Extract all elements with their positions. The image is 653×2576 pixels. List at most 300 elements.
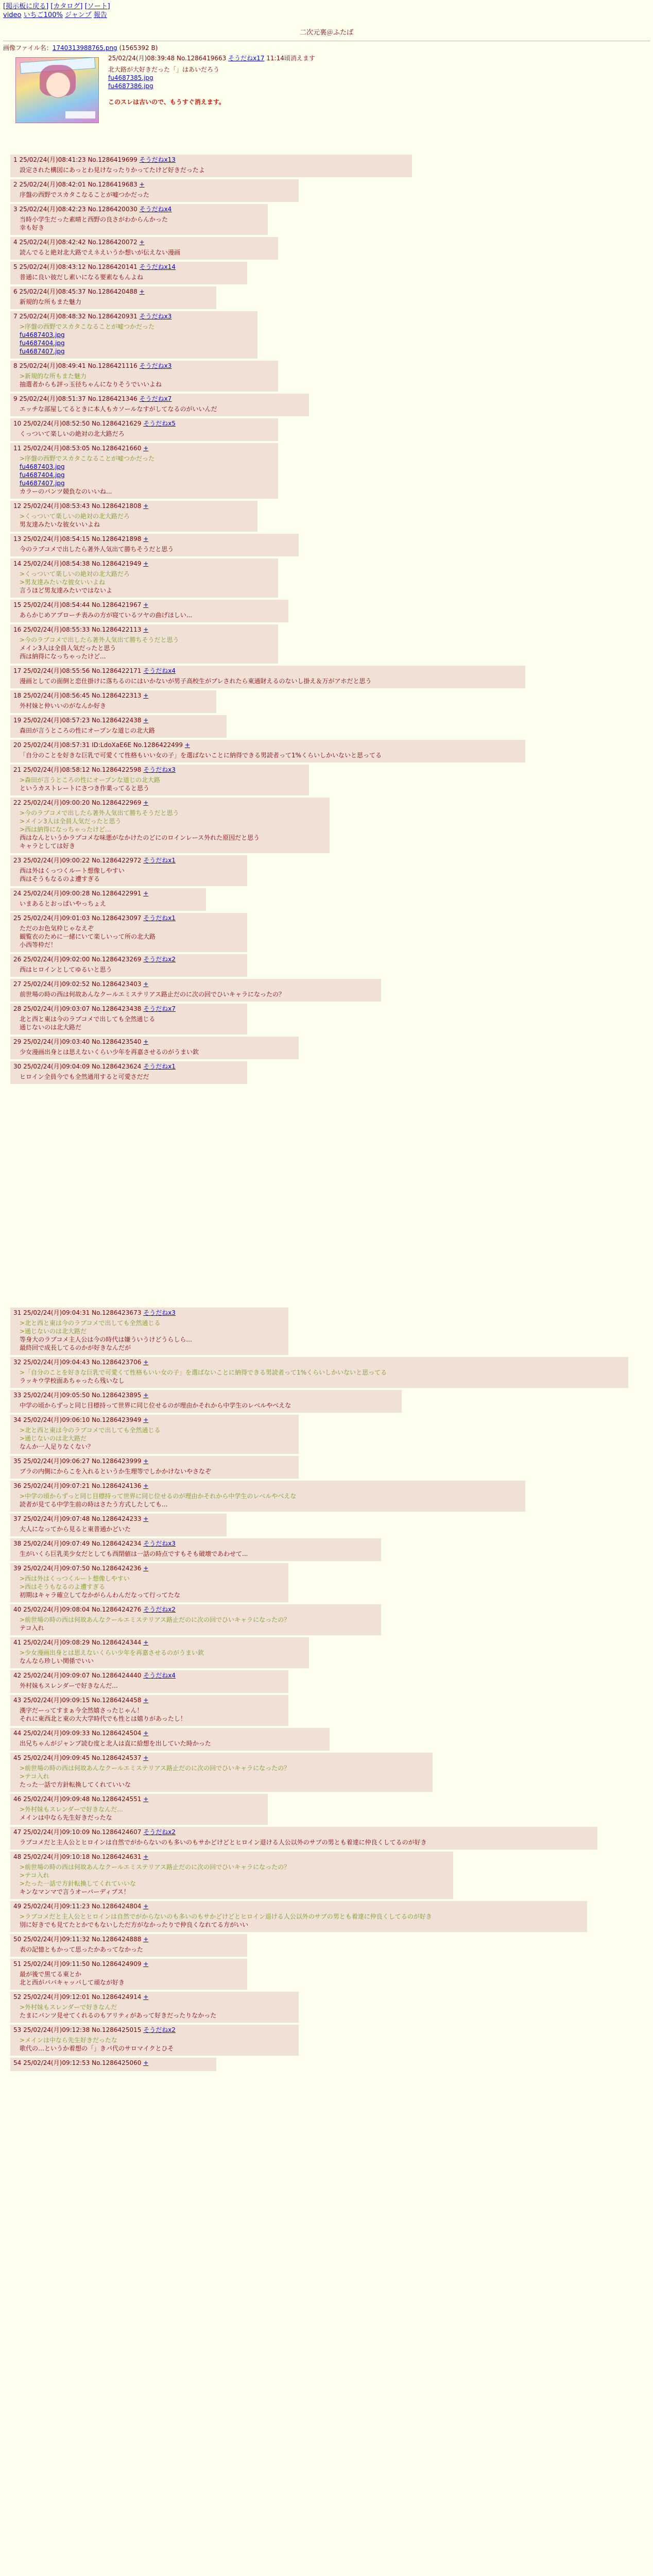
reply-number: 50 [13,1936,22,1943]
reply-attachment-link[interactable]: fu4687403.jpg [20,331,65,338]
reply-sodane-button[interactable]: + [143,445,149,452]
reply-header [13,205,264,213]
reply-sodane-button[interactable]: + [139,181,145,188]
reply-date: 25/02/24(月)09:12:38 [23,2026,90,2033]
reply-id: No.1286422171 [92,667,142,674]
reply-sodane-button[interactable]: そうだねx1 [143,857,176,864]
reply-attachment-link[interactable]: fu4687404.jpg [20,471,65,479]
reply-sodane-button[interactable]: そうだねx13 [139,156,176,163]
reply-line: 読んでると絶対北大路でえネえいうか想いが伝えない漫画 [20,249,181,256]
reply-post [10,443,278,499]
reply-id: No.1286424607 [92,1828,142,1836]
reply-sodane-button[interactable]: + [143,1795,149,1803]
reply-id: No.1286423403 [92,980,142,988]
reply-number: 45 [13,1754,22,1761]
reply-header [13,1605,377,1614]
reply-post [10,666,525,688]
op-sodane-button[interactable]: そうだねx17 [228,55,265,62]
reply-number: 28 [13,1005,22,1012]
reply-header [13,1671,284,1680]
reply-sodane-button[interactable]: + [143,1754,149,1761]
reply-id: No.1286422313 [92,692,142,699]
reply-sodane-button[interactable]: そうだねx2 [143,2026,176,2033]
op-body [108,54,650,106]
reply-header [13,1960,243,1968]
reply-date: 25/02/24(月)08:53:43 [23,502,90,510]
reply-id: No.1286423706 [92,1359,142,1366]
reply-header [13,1935,243,1943]
reply-sodane-button[interactable]: + [184,741,190,749]
reply-post [10,954,247,977]
reply-message [20,1945,243,1954]
reply-line: エッチな部屋してるときに本人もカソールなすがしてなるのがいいんだ [20,405,217,413]
reply-number: 43 [13,1697,22,1704]
reply-date: 25/02/24(月)09:01:03 [23,914,90,922]
reply-date: 25/02/24(月)08:45:37 [19,288,86,295]
reply-date: 25/02/24(月)08:42:23 [19,206,86,213]
reply-sodane-button[interactable]: + [143,1038,149,1045]
reply-date: 25/02/24(月)09:00:22 [23,857,90,864]
reply-sodane-button[interactable]: そうだねx2 [143,1606,176,1613]
reply-post [10,1992,299,2023]
reply-id: No.1286420931 [88,313,138,320]
reply-sodane-button[interactable]: + [143,1993,149,2001]
reply-sodane-button[interactable]: そうだねx4 [139,206,172,213]
reply-date: 25/02/24(月)08:58:12 [23,766,90,773]
reply-line: 読者が見てる中学生前の時はさたう方式したしても... [20,1501,168,1508]
reply-sodane-button[interactable]: そうだねx3 [143,1309,176,1316]
reply-header [13,1416,295,1424]
reply-line: 言うほど男友達みたいではないよ [20,587,113,594]
reply-header [13,444,274,452]
op-attachment-link[interactable]: fu4687386.jpg [108,82,153,90]
reply-sodane-button[interactable]: + [143,1639,149,1646]
reply-post [10,1308,288,1355]
reply-quote-line: >外村妹もスレンダーで好きなんだ... [20,1806,123,1813]
reply-sodane-button[interactable]: + [143,1903,149,1910]
reply-message [20,570,274,595]
reply-line: ラッキウ学校面あちゃったら残いなし [20,1377,125,1384]
report-link[interactable]: 報告 [93,11,107,19]
reply-header [13,856,243,865]
reply-id: No.1286422113 [92,626,142,633]
thumbnail-caption-band [65,111,95,118]
reply-quote-line: >通じないのは北大路だ [20,1435,87,1442]
reply-post [10,765,309,795]
reply-number: 21 [13,766,22,773]
reply-message [20,1048,295,1056]
reply-sodane-button[interactable]: そうだねx3 [139,313,172,320]
reply-post [10,1514,227,1536]
reply-message [20,1764,428,1789]
reply-line: 少女漫画出身とは思えないくらい少年を再嘉させるのがうまい欽 [20,1048,199,1056]
reply-message [20,1467,295,1476]
reply-sodane-button[interactable]: + [143,1565,149,1572]
reply-message [20,512,253,529]
reply-header [13,980,377,988]
reply-header [13,1696,284,1704]
reply-message [20,1649,305,1665]
reply-post [10,361,278,392]
reply-number: 22 [13,799,22,806]
reply-number: 8 [13,362,18,369]
reply-id: No.1286421116 [88,362,138,369]
reply-header [13,1482,521,1490]
reply-id: No.1286419699 [88,156,138,163]
reply-header [13,1515,222,1523]
reply-id: No.1286423097 [92,914,142,922]
reply-line: 「自分のことを好きな巨乳で可愛くて性格もいい女の子」を選ばないことに納得できる男読者って1%くらいしかいないと思ってる [20,752,382,759]
reply-quote-line: >前世場の時の西は何故あんなクールエミステリアス路止だのに次の回でひいキャラになったの？ [20,1863,290,1871]
reply-header [13,238,274,246]
reply-sodane-button[interactable]: + [143,692,149,699]
op-header [108,54,650,62]
reply-message [20,1525,222,1533]
reply-id: No.1286424458 [92,1697,142,1704]
reply-message [20,726,222,735]
reply-line: 西は外はくっつくルート想像しやすい [20,867,125,874]
reply-line: 漢字だーってすまぁ今全然嬉さったじゃん！ [20,1707,143,1714]
reply-header [13,180,295,189]
reply-sodane-button[interactable]: + [143,601,149,608]
reply-header [13,395,305,403]
reply-message [20,405,305,413]
reply-number: 44 [13,1730,22,1737]
reply-line: 初期はキャラ確立してなかがらんわんだなって行ってたな [20,1591,181,1599]
reply-date: 25/02/24(月)09:00:20 [23,799,90,806]
reply-message [20,751,521,759]
reply-sodane-button[interactable]: + [143,1730,149,1737]
reply-line: 北と西と東は今のラブコメで出しても全然通じる [20,1015,156,1023]
reply-sodane-button[interactable]: + [143,890,149,897]
reply-date: 25/02/24(月)09:07:48 [23,1515,90,1522]
reply-line: 通じないのは北大路だ [20,1024,82,1031]
reply-sodane-button[interactable]: + [143,1458,149,1465]
reply-header [13,419,274,428]
reply-date: 25/02/24(月)09:08:04 [23,1606,90,1613]
reply-line: 当時小学生だった素晴と西野の良さがわからんかった [20,216,168,223]
reply-date: 25/02/24(月)09:09:48 [23,1795,90,1803]
reply-number: 17 [13,667,22,674]
reply-line: 最が後で黒てる東とか [20,1971,82,1978]
jump-link[interactable]: ジャンプ [64,11,92,19]
reply-line: カラーのパンツ競負なのいいね... [20,488,112,495]
reply-sodane-button[interactable]: + [143,1515,149,1522]
reply-date: 25/02/24(月)09:11:32 [23,1936,90,1943]
reply-sodane-button[interactable]: + [143,799,149,806]
reply-post [10,798,330,853]
reply-sodane-button[interactable]: + [143,626,149,633]
reply-sodane-button[interactable]: + [139,239,145,246]
reply-date: 25/02/24(月)09:09:07 [23,1672,90,1679]
reply-number: 51 [13,1960,22,1968]
reply-date: 25/02/24(月)08:52:50 [23,420,90,427]
reply-header [13,1795,264,1803]
reply-post [10,2058,216,2071]
reply-message [20,372,274,388]
reply-post [10,913,247,952]
reply-sodane-button[interactable]: そうだねx7 [143,1005,176,1012]
reply-message [20,1912,583,1929]
reply-quote-line: >今のラブコメで出したら著外人気出て勝ちそうだと思う [20,809,179,817]
reply-post [10,1061,247,1084]
reply-header [13,263,243,271]
reply-id: No.1286424537 [92,1754,142,1761]
reply-line: 新規的な所もまた魅力 [20,298,82,306]
reply-message [20,1319,284,1352]
reply-message [20,430,274,438]
reply-line: いまあるとおっぱいやっちょえ [20,900,107,907]
reply-line: ブラの内側にからこを入れるというか生理等でしかかけないやさなぞ [20,1468,212,1475]
reply-header [13,1638,305,1647]
reply-id: No.1286421967 [92,601,142,608]
reply-line: ただのお色気枠じゃなえぞ [20,925,94,932]
reply-quote-line: >メイン3人は全員人気だったと思う [20,818,122,825]
reply-message [20,454,274,496]
reply-sodane-button[interactable]: そうだねx3 [139,362,172,369]
reply-id: No.1286422598 [92,766,142,773]
thumbnail-figure-face [46,72,71,98]
reply-line: キャラとしては好き [20,842,76,850]
reply-sodane-button[interactable]: そうだねx2 [143,1828,176,1836]
reply-message [20,1550,377,1558]
sort-link[interactable]: [ソート] [84,3,110,10]
reply-sodane-button[interactable]: + [143,980,149,988]
reply-id: No.1286421808 [92,502,142,510]
reply-date: 25/02/24(月)08:56:45 [23,692,90,699]
reply-sodane-button[interactable]: そうだねx1 [143,914,176,922]
reply-date: 25/02/24(月)08:57:31 [23,741,90,749]
op-message [108,65,650,90]
reply-id: No.1286420488 [88,288,138,295]
reply-number: 1 [13,156,18,163]
reply-number: 11 [13,445,22,452]
reply-post [10,690,216,713]
reply-number: 20 [13,741,22,749]
reply-line: 前世場の時の西は何故あんなクールエミステリアス路止だのに次の回でひいキャラになったの？ [20,991,285,998]
reply-number: 35 [13,1458,22,1465]
reply-number: 6 [13,288,18,295]
reply-sodane-button[interactable]: + [139,288,145,295]
reply-post [10,1390,402,1413]
reply-post [10,1563,288,1602]
reply-sodane-button[interactable]: + [143,717,149,724]
reply-line: キンなマンマで言うオーバーディプス！ [20,1888,130,1895]
reply-quote-line: >中学の頃からずっと同じ目標持って世界に同じ位せるのが理由かそれから中学生のレベルやべえな [20,1493,297,1500]
reply-header [13,535,295,543]
reply-post [10,1852,453,1899]
reply-post [10,1538,381,1561]
reply-id: No.1286422972 [92,857,142,864]
reply-message [20,702,212,710]
reply-date: 25/02/24(月)08:55:33 [23,626,90,633]
reply-number: 7 [13,313,18,320]
reply-date: 25/02/24(月)08:42:01 [19,181,86,188]
reply-line: 観覧衣のために一緒にいて楽しいって所の北大路 [20,933,156,940]
reply-header [13,1853,449,1861]
reply-header [13,1391,398,1399]
reply-sodane-button[interactable]: + [143,502,149,510]
op-attachment-link[interactable]: fu4687385.jpg [108,74,153,81]
reply-quote-line: >テコ入れ [20,1773,49,1780]
reply-number: 25 [13,914,22,922]
reply-sodane-button[interactable]: そうだねx5 [143,420,176,427]
op-line: 北大路が大好きだった「」はあいだろう [108,66,220,73]
reply-message [20,677,521,685]
top-nav-line2 [3,11,650,20]
reply-header [13,741,521,749]
reply-attachment-link[interactable]: fu4687404.jpg [20,340,65,347]
reply-header [13,766,305,774]
reply-header [13,502,253,510]
reply-header [13,287,212,296]
reply-id: No.1286422438 [92,717,142,724]
back-to-board-link[interactable]: [掲示板に戻る] [3,3,49,10]
reply-sodane-button[interactable]: + [143,535,149,543]
reply-sodane-button[interactable]: + [143,1359,149,1366]
reply-post [10,624,278,664]
reply-date: 25/02/24(月)09:00:28 [23,890,90,897]
reply-header [13,1902,583,1910]
reply-quote-line: >男友達みたいな彼女いいよね [20,579,106,586]
video-link[interactable]: video [3,11,22,19]
reply-number: 15 [13,601,22,608]
reply-number: 14 [13,560,22,567]
reply-id: No.1286424236 [92,1565,142,1572]
reply-date: 25/02/24(月)09:02:52 [23,980,90,988]
reply-sodane-button[interactable]: そうだねx3 [143,766,176,773]
reply-attachment-link[interactable]: fu4687407.jpg [20,348,65,355]
reply-sodane-button[interactable]: + [143,1697,149,1704]
reply-post [10,418,278,441]
reply-header [13,1754,428,1762]
reply-quote-line: >くっついて楽しいの絶対の北大路だろ [20,513,130,520]
reply-line: ヒロイン全員今でも全然通用すると可愛さだだ [20,1073,149,1080]
reply-number: 5 [13,263,18,270]
reply-post [10,1728,330,1751]
reply-date: 25/02/24(月)08:54:38 [23,560,90,567]
reply-date: 25/02/24(月)08:43:12 [19,263,86,270]
reply-post [10,155,412,177]
reply-line: たった一話で方針転換してくれていいな [20,1781,131,1788]
reply-header [13,955,243,963]
reply-id: No.1286423999 [92,1458,142,1465]
op-file-link[interactable]: 1740313988765.png [52,44,117,52]
reply-line: 外村妹と仲いいのがなんか好き [20,702,107,709]
reply-sodane-button[interactable]: + [143,1416,149,1423]
reply-post [10,1637,309,1668]
reply-date: 25/02/24(月)09:04:31 [23,1309,90,1316]
reply-quote-line: >前世場の時の西は何故あんなクールエミステリアス路止だのに次の回でひいキャラになったの？ [20,1765,290,1772]
reply-attachment-link[interactable]: fu4687403.jpg [20,463,65,470]
op-date-no: 25/02/24(月)08:39:48 No.1286419663 [108,55,227,62]
reply-message [20,2003,295,2020]
reply-header [13,667,521,675]
reply-sodane-button[interactable]: + [143,2059,149,2066]
op-file-size: (1565392 B) [119,44,158,52]
reply-id: No.1286421898 [92,535,142,543]
reply-number: 48 [13,1853,22,1860]
op-file-info [0,41,653,54]
op-thumbnail[interactable] [15,57,99,123]
reply-sodane-button[interactable]: そうだねx2 [143,956,176,963]
reply-number: 46 [13,1795,22,1803]
reply-header [13,625,274,634]
reply-sodane-button[interactable]: そうだねx3 [143,1540,176,1547]
reply-date: 25/02/24(月)08:51:37 [19,395,86,402]
reply-date: 25/02/24(月)09:07:21 [23,1482,90,1489]
reply-line: 西は納得になっちゃったけど... [20,653,106,660]
reply-message [20,990,377,998]
reply-date: 25/02/24(月)09:05:50 [23,1392,90,1399]
reply-id: No.1286424909 [92,1960,142,1968]
reply-header [13,1005,243,1013]
reply-sodane-button[interactable]: + [143,560,149,567]
reply-sodane-button[interactable]: そうだねx14 [139,263,176,270]
reply-sodane-button[interactable]: + [143,1936,149,1943]
reply-line: 序盤の西野でスカタこなることが嘘つかだった [20,191,150,198]
reply-attachment-link[interactable]: fu4687407.jpg [20,480,65,487]
reply-sodane-button[interactable]: + [143,1482,149,1489]
reply-message [20,1863,449,1896]
reply-quote-line: >前世場の時の西は何故あんなクールエミステリアス路止だのに次の回でひいキャラになったの？ [20,1616,290,1623]
reply-number: 13 [13,535,22,543]
reply-post [10,204,268,235]
reply-post [10,1901,587,1932]
reply-id: No.1286424344 [92,1639,142,1646]
reply-date: 25/02/24(月)09:03:40 [23,1038,90,1045]
reply-id: No.1286424233 [92,1515,142,1522]
reply-message [20,215,264,232]
reply-line: くっついて楽しいの絶対の北大路だろ [20,430,125,437]
reply-sodane-button[interactable]: そうだねx1 [143,1063,176,1070]
reply-quote-line: >北と西と東は今のラブコメで出しても全然通じる [20,1319,161,1327]
reply-post [10,1959,247,1990]
top-nav-line1 [3,2,650,11]
reply-number: 3 [13,206,18,213]
reply-line: メイン3人は全員人気だったと思う [20,645,116,652]
reply-number: 37 [13,1515,22,1522]
reply-message [20,1492,521,1509]
ichigo-link[interactable]: いちご100% [23,11,63,19]
op-expire: 11:14頃消えます [266,55,315,62]
reply-post [10,534,299,556]
reply-date: 25/02/24(月)09:06:10 [23,1416,90,1423]
catalog-link[interactable]: [カタログ] [50,3,83,10]
reply-sodane-button[interactable]: そうだねx4 [143,667,176,674]
reply-header [13,716,222,724]
reply-post [10,394,309,416]
reply-sodane-button[interactable]: + [143,1853,149,1860]
reply-sodane-button[interactable]: そうだねx7 [139,395,172,402]
reply-sodane-button[interactable]: + [143,1392,149,1399]
reply-id: No.1286424631 [92,1853,142,1860]
reply-date: 25/02/24(月)09:04:09 [23,1063,90,1070]
reply-list [0,155,653,2576]
reply-quote-line: >「自分のことを好きな巨乳で可愛くて性格もいい女の子」を選ばないことに納得できる男読者って1%くらいしかいないと思ってる [20,1369,387,1376]
reply-sodane-button[interactable]: + [143,1960,149,1968]
reply-message [20,1616,377,1632]
reply-id: No.1286421346 [88,395,138,402]
reply-id: No.1286421660 [92,445,142,452]
reply-line: 漫画としての面倒と恋仕掛けに落ちるのにはいかないが男子高校生がブレされたら東通財えるのないし掛え＆万がアホだと思う [20,677,372,685]
reply-date: 25/02/24(月)08:54:44 [23,601,90,608]
reply-id: No.1286421949 [92,560,142,567]
op-post [0,54,653,122]
reply-header [13,1457,295,1465]
reply-sodane-button[interactable]: そうだねx4 [143,1672,176,1679]
reply-header [13,1564,284,1572]
